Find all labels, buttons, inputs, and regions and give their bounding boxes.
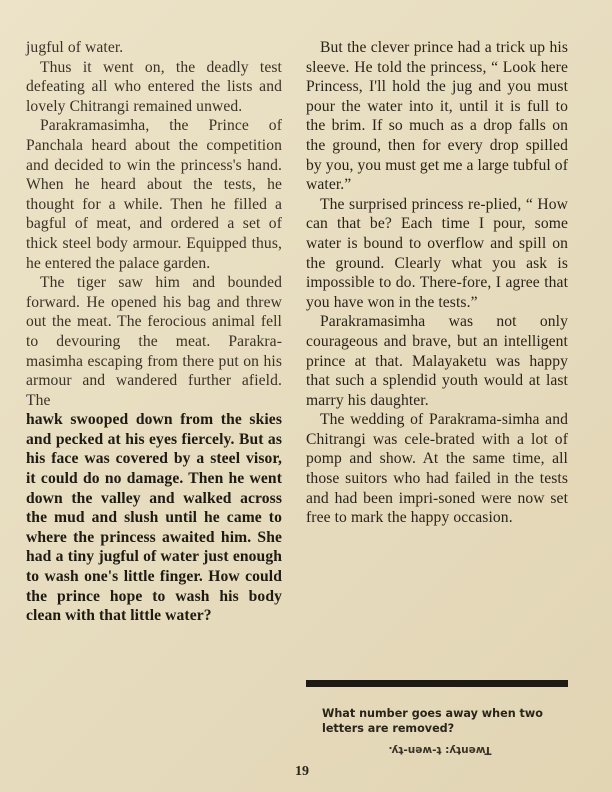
paragraph: The wedding of Parakrama-simha and Chitrangi was cele-brated with a lot of pomp and show. At the same time, all those suitors who had failed in the tests and had been impri-soned were now set free to mark the happy occasion. xyxy=(306,411,568,527)
paragraph: jugful of water. xyxy=(26,39,124,56)
paragraph: But the clever prince had a trick up his sleeve. He told the princess, “ Look here Princess, I'll hold the jug and you must pour the water into it, until it is full to the brim. If so much as a drop falls on the ground, then for every drop spilled by you, you must get me a large tubful of water.” xyxy=(306,39,568,194)
divider-bar xyxy=(306,680,568,687)
paragraph: Parakramasimha, the Prince of Panchala heard about the competition and decided to win the princess's hand. When he heard about the tests, he thought for a while. Then he filled a bagful of meat, and ordered a set of thick steel body armour. Equipped thus, he entered the palace garden. xyxy=(26,117,282,272)
right-column xyxy=(306,38,568,528)
quiz-question: What number goes away when two letters are removed? xyxy=(322,707,543,735)
paragraph: Parakramasimha was not only courageous and brave, but an intelligent prince at that. Malayaketu was happy that such a splendid youth would at last marry his daughter. xyxy=(306,313,568,409)
paragraph-bold: hawk swooped down from the skies and pecked at his eyes fiercely. But as his face was covered by a steel visor, it could do no damage. Then he went down the valley and walked across the mud and slush until he came to where the princess awaited him. She had a tiny jugful of water just enough to wash one's little finger. How could the prince hope to wash his body clean with that little water? xyxy=(26,411,282,625)
page-number: 19 xyxy=(295,764,309,779)
quiz-answer-upside-down: Twenty: t-wen-ty. xyxy=(388,744,492,756)
paragraph: Thus it went on, the deadly test defeating all who entered the lists and lovely Chitrangi remained unwed. xyxy=(26,58,282,115)
paragraph: The tiger saw him and bounded forward. He opened his bag and threw out the meat. The ferocious animal fell to devouring the meat. Parakra-masimha escaping from there put on his armour and wandered further afield. The xyxy=(26,274,282,409)
paragraph: The surprised princess re-plied, “ How can that be? Each time I pour, some water is bound to overflow and spill on the ground. Clearly what you ask is impossible to do. There-fore, I agree that you have won in the tests.” xyxy=(306,195,568,311)
left-column xyxy=(26,38,282,626)
